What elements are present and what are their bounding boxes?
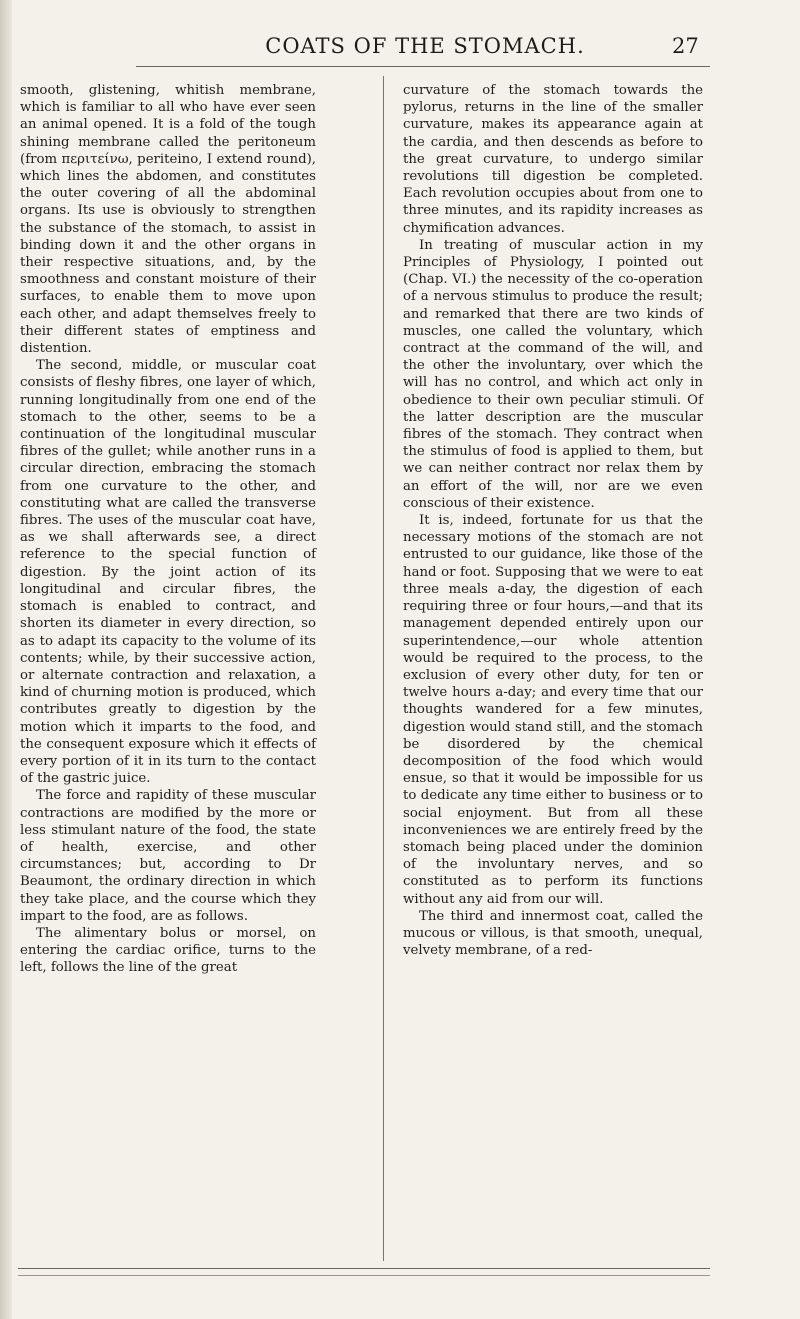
left-paragraph-4: The alimentary bolus or morsel, on entering the cardiac orifice, turns to the left, follows the line of the great xyxy=(20,925,316,976)
left-paragraph-2: The second, middle, or muscular coat consists of fleshy fibres, one layer of which, running longitudinally from one end of the stomach to the other, seems to be a continuation of the longitudinal muscular fibres of the gullet; while another runs in a circular direction, embracing the stomach from one curvature to the other, and constituting what are called the transverse fibres. The uses of the muscular coat have, as we shall afterwards see, a direct reference to the special function of digestion. By the joint action of its longitudinal and circular fibres, the stomach is enabled to contract, and shorten its diameter in every direction, so as to adapt its capacity to the volume of its contents; while, by their successive action, or alternate contraction and relaxation, a kind of churning motion is produced, which contributes greatly to digestion by the motion which it imparts to the food, and the consequent exposure which it effects of every portion of it in its turn to the contact of the gastric juice. xyxy=(20,358,316,787)
left-paragraph-1: smooth, glistening, whitish membrane, which is familiar to all who have ever seen an animal opened. It is a fold of the tough shining membrane called the peritoneum (from περιτείνω, periteino, I extend round), which lines the abdomen, and constitutes the outer covering of all the abdominal organs. Its use is obviously to strengthen the substance of the stomach, to assist in binding down it and the other organs in their respective situations, and, by the smoothness and constant moisture of their surfaces, to enable them to move upon each other, and adapt themselves freely to their different states of emptiness and distention. xyxy=(20,83,316,357)
right-paragraph-2: In treating of muscular action in my Principles of Physiology, I pointed out (Chap. VI.) the necessity of the co-operation of a nervous stimulus to produce the result; and remarked that there are two kinds of muscles, one called the voluntary, which contract at the command of the will, and the other the involuntary, over which the will has no control, and which act only in obedience to their own peculiar stimuli. Of the latter description are the muscular fibres of the stomach. They contract when the stimulus of food is applied to them, but we can neither contract nor relax them by an effort of the will, nor are we even conscious of their existence. xyxy=(403,237,703,511)
right-paragraph-1: curvature of the stomach towards the pylorus, returns in the line of the smaller curvature, makes its appearance again at the cardia, and then descends as before to the great curvature, to undergo similar revolutions till digestion be completed. Each revolution occupies about from one to three minutes, and its rapidity increases as chymification advances. xyxy=(403,83,703,236)
column-divider xyxy=(383,76,384,1261)
right-paragraph-3: It is, indeed, fortunate for us that the necessary motions of the stomach are not entrusted to our guidance, like those of the hand or foot. Supposing that we were to eat three meals a-day, the digestion of each requiring three or four hours,—and that its management depended entirely upon our superintendence,—our whole attention would be required to the process, to the exclusion of every other duty, for ten or twelve hours a-day; and every time that our thoughts wandered for a few minutes, digestion would stand still, and the stomach be disordered by the chemical decomposition of the food which would ensue, so that it would be impossible for us to dedicate any time either to business or to social enjoyment. But from all these inconveniences we are entirely freed by the stomach being placed under the dominion of the involuntary nerves, and so constituted as to perform its functions without any aid from our will. xyxy=(403,513,703,907)
footer-rule xyxy=(18,1268,710,1269)
running-header: COATS OF THE STOMACH. xyxy=(265,34,585,58)
page-edge xyxy=(0,0,12,1319)
footer-rule-secondary xyxy=(18,1275,710,1276)
header-rule xyxy=(136,66,710,67)
right-paragraph-4: The third and innermost coat, called the mucous or villous, is that smooth, unequal, velvety membrane, of a red- xyxy=(403,908,703,959)
page-number: 27 xyxy=(672,34,699,58)
right-column xyxy=(403,82,703,959)
left-column xyxy=(20,82,316,977)
left-paragraph-3: The force and rapidity of these muscular contractions are modified by the more or less stimulant nature of the food, the state of health, exercise, and other circumstances; but, according to Dr Beaumont, the ordinary direction in which they take place, and the course which they impart to the food, are as follows. xyxy=(20,788,316,924)
